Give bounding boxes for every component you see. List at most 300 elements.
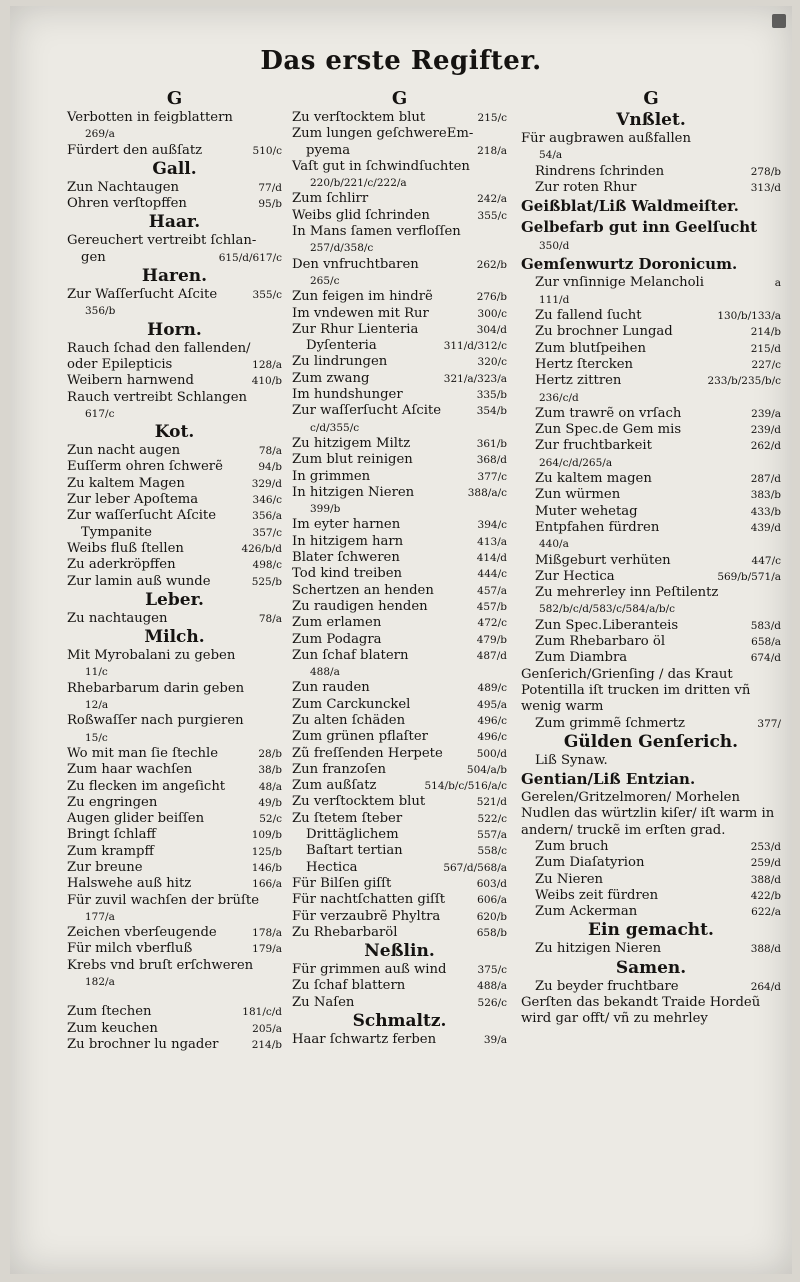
entry-page-ref: 262/b: [476, 258, 507, 271]
entry-page-ref: 413/a: [477, 535, 507, 548]
register-entry: [67, 341, 282, 357]
register-entry: [292, 159, 507, 175]
entry-text: Zu fallend ſucht: [535, 308, 642, 324]
register-entry: [292, 794, 507, 810]
entry-page-ref: 377/c: [477, 470, 507, 483]
register-entry: [292, 110, 507, 126]
entry-text: Zu ſchaf blattern: [292, 978, 406, 994]
entry-text: Baſtart tertian: [306, 843, 403, 859]
entry-heading: Gentian/Liß Entzian.: [521, 770, 696, 789]
entry-heading: Samen.: [615, 957, 687, 978]
entry-text: Zum Ackerman: [535, 904, 638, 920]
entry-text: Zum lungen geſchwereEm-: [292, 126, 474, 142]
entry-page-ref: 354/b: [476, 405, 507, 418]
entry-page-ref: 78/a: [258, 612, 282, 625]
entry-reference: 54/a: [539, 149, 563, 162]
spacer: [67, 990, 282, 1004]
entry-page-ref: 259/d: [750, 857, 781, 870]
entry-text: Im vndewen mit Rur: [292, 305, 429, 321]
entry-text: Weibern harnwend: [67, 373, 194, 389]
entry-text: Für Bilſen giſſt: [292, 875, 392, 891]
register-entry: [521, 275, 781, 291]
entry-page-ref: 444/c: [477, 568, 507, 581]
entry-page-ref: 422/b: [750, 889, 781, 902]
register-entry: [292, 126, 507, 142]
register-entry: [521, 471, 781, 487]
register-entry: [292, 729, 507, 745]
entry-heading: Geißblat/Liß Waldmeiſter.: [521, 197, 739, 216]
register-entry: [521, 839, 781, 855]
entry-page-ref: 457/a: [477, 584, 507, 597]
entry-text: Im eyter harnen: [292, 517, 401, 533]
entry-text: Weibs zeit fürdren: [535, 887, 659, 903]
entry-heading: Gall.: [152, 158, 197, 179]
entry-text: Zu beyder fruchtbare: [535, 978, 679, 994]
page-corner-mark: [772, 14, 786, 28]
register-entry: [292, 208, 507, 224]
entry-text: Zun Spec.de Gem mis: [535, 422, 682, 438]
entry-heading: Haar.: [148, 212, 201, 233]
entry-page-ref: 496/c: [477, 714, 507, 727]
entry-page-ref: 94/b: [258, 461, 282, 474]
register-entry: [521, 520, 781, 536]
register-entry: [292, 354, 507, 370]
entry-text: gen: [81, 249, 106, 265]
entry-heading: Gelbefarb gut inn Geelſucht: [521, 218, 758, 237]
entry-page-ref: 227/c: [751, 358, 781, 371]
entry-page-ref: 495/a: [477, 698, 507, 711]
entry-text: Zun ſchaf blatern: [292, 647, 409, 663]
register-entry: [292, 534, 507, 550]
entry-reference: 15/c: [85, 731, 108, 744]
entry-reference: 582/b/c/d/583/c/584/a/b/c: [539, 603, 676, 616]
entry-page-ref: 181/c/d: [242, 1006, 282, 1019]
entry-text: Mit Myrobalani zu geben: [67, 648, 236, 664]
entry-text: Zum Diaſatyrion: [535, 855, 645, 871]
entry-text: Entpfahen fürdren: [535, 519, 660, 535]
entry-text: Zun franzoſen: [292, 761, 386, 777]
entry-reference: 488/a: [310, 666, 340, 679]
register-entry: [292, 995, 507, 1011]
entry-text: Zur Rhur Lienteria: [292, 321, 419, 337]
entry-page-ref: 433/b: [750, 505, 781, 518]
entry-page-ref: 569/b/571/a: [717, 570, 781, 583]
entry-text: Zu verſtocktem blut: [292, 110, 426, 125]
entry-page-ref: a: [774, 277, 781, 290]
register-entry: [521, 753, 781, 769]
entry-page-ref: 603/d: [476, 877, 507, 890]
entry-page-ref: 355/c: [477, 209, 507, 222]
entry-page-ref: 510/c: [252, 144, 282, 157]
entry-reference: 617/c: [85, 407, 115, 420]
register-entry: [292, 338, 507, 354]
entry-reference: 11/c: [85, 666, 108, 679]
register-entry: [67, 557, 282, 573]
entry-page-ref: 242/a: [477, 193, 507, 206]
register-entry: [67, 180, 282, 196]
register-entry: [67, 508, 282, 524]
entry-reference: 265/c: [310, 274, 340, 287]
entry-reference: 350/d: [539, 240, 570, 253]
entry-page-ref: 414/d: [476, 552, 507, 565]
entry-text: Liß Synaw.: [535, 752, 608, 768]
entry-page-ref: 321/a/323/a: [443, 372, 507, 385]
entry-text: Zu flecken im angeſicht: [67, 778, 226, 794]
entry-heading: Milch.: [144, 627, 205, 648]
entry-page-ref: 109/b: [251, 829, 282, 842]
register-entry: [67, 357, 282, 373]
entry-page-ref: 214/b: [750, 326, 781, 339]
entry-text: Zum krampff: [67, 843, 154, 859]
register-entry: [292, 648, 507, 664]
entry-page-ref: 410/b: [251, 375, 282, 388]
entry-text: Hertz zittren: [535, 373, 622, 389]
entry-text: Roßwaſſer nach purgieren: [67, 713, 244, 729]
entry-text: Rindrens ſchrinden: [535, 163, 665, 179]
entry-reference: 356/b: [85, 305, 116, 318]
entry-text: Blater ſchweren: [292, 550, 400, 566]
entry-text: Zum grimmẽ ſchmertz: [535, 715, 685, 731]
entry-page-ref: [278, 648, 282, 664]
entry-text: Zur roten Rhur: [535, 179, 637, 195]
register-entry: [67, 827, 282, 843]
register-entry: [67, 1021, 282, 1037]
register-entry: [67, 574, 282, 590]
entry-page-ref: 426/b/d: [241, 542, 282, 555]
entry-page-ref: 311/d/312/c: [443, 340, 507, 353]
entry-page-ref: 320/c: [477, 356, 507, 369]
entry-text: Zum blut reinigen: [292, 452, 413, 468]
entry-page-ref: 39/a: [483, 1034, 507, 1047]
register-entry: [67, 779, 282, 795]
entry-text: Für verzaubrẽ Phyltra: [292, 908, 441, 924]
entry-text: Zun Nachtaugen: [67, 179, 180, 195]
register-entry: [67, 762, 282, 778]
register-entry: [292, 909, 507, 925]
entry-reference: 12/a: [85, 699, 109, 712]
entry-text: Zur fruchtbarkeit: [535, 438, 652, 454]
entry-text: Drittäglichem: [306, 827, 399, 843]
entry-text: Zu brochner lu ngader: [67, 1036, 219, 1052]
register-entry: [292, 892, 507, 908]
register-entry: [521, 585, 781, 601]
entry-text: Für grimmen auß wind: [292, 962, 447, 978]
entry-text: Zum außſatz: [292, 778, 377, 794]
register-entry: [292, 306, 507, 322]
entry-text: Zum trawrẽ on vrſach: [535, 405, 682, 421]
entry-text: Zu lindrungen: [292, 354, 388, 370]
entry-reference: 257/d/358/c: [310, 242, 374, 255]
register-entry: [521, 634, 781, 650]
entry-heading: Neßlin.: [364, 941, 435, 962]
entry-page-ref: 583/d: [750, 619, 781, 632]
entry-page-ref: 215/c: [477, 112, 507, 124]
entry-page-ref: 658/b: [476, 926, 507, 939]
register-entry: [292, 713, 507, 729]
register-entry: [292, 322, 507, 338]
entry-page-ref: 525/b: [251, 575, 282, 588]
register-entry: [67, 844, 282, 860]
entry-page-ref: 558/c: [477, 845, 507, 858]
register-entry: [292, 876, 507, 892]
entry-page-ref: 329/d: [251, 477, 282, 490]
register-entry: [521, 716, 781, 732]
entry-text: Rhebarbarum darin geben: [67, 680, 245, 696]
entry-text: Zum blutſpeihen: [535, 340, 646, 356]
entry-page-ref: 439/d: [750, 521, 781, 534]
entry-text: Zun nacht augen: [67, 443, 181, 459]
register-entry: [521, 406, 781, 422]
entry-page-ref: 179/a: [252, 943, 282, 956]
entry-page-ref: 620/b: [476, 910, 507, 923]
entry-text: Für milch vberfluß: [67, 941, 193, 957]
entry-reference: 264/c/d/265/a: [539, 456, 613, 469]
register-entry: [67, 811, 282, 827]
entry-text: pyema: [306, 142, 351, 158]
entry-text: Zum bruch: [535, 838, 609, 854]
register-entry: [521, 438, 781, 454]
entry-heading: Gemſenwurtz Doronicum.: [521, 255, 738, 274]
entry-text: Zu kaltem Magen: [67, 475, 185, 491]
register-entry: [521, 504, 781, 520]
entry-page-ref: 377/: [757, 717, 781, 730]
entry-page-ref: 522/c: [477, 812, 507, 825]
entry-text: Zun Spec.Liberanteis: [535, 617, 679, 633]
entry-text: Halswehe auß hitz: [67, 876, 192, 892]
entry-text: Für nachtſchatten giſſt: [292, 892, 446, 908]
entry-text: Zum haar wachſen: [67, 762, 193, 778]
entry-page-ref: 394/c: [477, 519, 507, 532]
entry-text: Krebs vnd bruſt erſchweren: [67, 957, 254, 973]
entry-text: Euſſerm ohren ſchwerẽ: [67, 459, 223, 475]
register-entry: [292, 697, 507, 713]
entry-page-ref: 504/a/b: [466, 763, 507, 776]
entry-text: Zum ſtechen: [67, 1004, 152, 1020]
register-entry: [292, 371, 507, 387]
entry-page-ref: 521/d: [476, 796, 507, 809]
entry-page-ref: 479/b: [476, 633, 507, 646]
entry-page-ref: 487/d: [476, 649, 507, 662]
page-title: Das erste Regifter.: [260, 46, 542, 76]
entry-text: Zur lamin auß wunde: [67, 573, 211, 589]
entry-page-ref: 388/a/c: [467, 486, 507, 499]
register-entry: [67, 143, 282, 159]
entry-text: Zu raudigen henden: [292, 598, 428, 614]
entry-page-ref: 388/d: [750, 873, 781, 886]
entry-text: Zu ſtetem ſteber: [292, 810, 403, 826]
entry-page-ref: 287/d: [750, 473, 781, 486]
entry-page-ref: 313/d: [750, 181, 781, 194]
register-entry: [67, 196, 282, 212]
entry-text: Schertzen an henden: [292, 582, 434, 598]
entry-text: Weibs fluß ſtellen: [67, 540, 184, 556]
entry-page-ref: 78/a: [258, 445, 282, 458]
section-letter: G: [643, 88, 659, 109]
entry-text: Zu verſtocktem blut: [292, 794, 426, 810]
entry-reference: 220/b/221/c/222/a: [310, 177, 407, 190]
entry-text: Zur leber Apoſtema: [67, 492, 199, 508]
entry-page-ref: 28/b: [258, 747, 282, 760]
entry-page-ref: 498/c: [252, 559, 282, 572]
entry-text: oder Epilepticis: [67, 356, 173, 372]
entry-text: Ohren verſtopffen: [67, 196, 187, 212]
entry-page-ref: 567/d/568/a: [443, 861, 507, 874]
register-entry: [521, 308, 781, 324]
entry-text: Zun feigen im hindrẽ: [292, 289, 433, 305]
register-entry: [292, 143, 507, 159]
entry-page-ref: [503, 126, 507, 142]
entry-page-ref: 526/c: [477, 996, 507, 1009]
entry-page-ref: 488/a: [477, 980, 507, 993]
entry-text: Zun rauden: [292, 680, 370, 696]
entry-reference: 177/a: [85, 910, 115, 923]
entry-text: Zu Rhebarbaröl: [292, 924, 398, 940]
entry-page-ref: [278, 390, 282, 406]
entry-text: Im hundshunger: [292, 387, 403, 403]
register-entry: [521, 855, 781, 871]
register-entry: [292, 746, 507, 762]
entry-text: Zur waſſerſucht Aſcite: [292, 403, 442, 419]
entry-text: Zu Naſen: [292, 994, 355, 1010]
register-entry: [521, 569, 781, 585]
entry-page-ref: 361/b: [476, 437, 507, 450]
register-entry: [521, 888, 781, 904]
register-entry: [521, 131, 781, 147]
register-entry: [67, 860, 282, 876]
entry-text: Hertz ſtercken: [535, 356, 634, 372]
entry-reference: 111/d: [539, 293, 570, 306]
register-entry: [67, 390, 282, 406]
entry-text: In hitzigem harn: [292, 533, 404, 549]
register-entry: [67, 1004, 282, 1020]
entry-page-ref: 215/d: [750, 342, 781, 355]
register-entry: [521, 904, 781, 920]
register-entry: [521, 357, 781, 373]
entry-page-ref: 356/a: [252, 510, 282, 523]
entry-heading: Gülden Genſerich.: [563, 731, 739, 752]
entry-page-ref: 49/b: [258, 796, 282, 809]
register-entry: [67, 941, 282, 957]
register-entry: [292, 962, 507, 978]
entry-page-ref: [503, 224, 507, 240]
entry-text: Zu kaltem magen: [535, 471, 652, 487]
section-letter: G: [166, 88, 183, 109]
register-entry: [67, 611, 282, 627]
register-entry: [67, 476, 282, 492]
register-entry: [292, 778, 507, 794]
entry-text: Zum zwang: [292, 370, 370, 386]
register-entry: [292, 583, 507, 599]
register-entry: [67, 233, 282, 249]
entry-heading: Kot.: [154, 422, 195, 443]
entry-text: Zum Carckunckel: [292, 696, 411, 712]
register-entry: [67, 893, 282, 909]
entry-page-ref: [503, 159, 507, 175]
entry-text: Muter wehetag: [535, 503, 638, 519]
entry-text: Zeichen vberſeugende: [67, 925, 217, 941]
entry-page-ref: 166/a: [252, 878, 282, 891]
register-entry: [67, 1037, 282, 1053]
entry-text: Zur vnſinnige Melancholi: [535, 275, 704, 291]
entry-page-ref: [278, 233, 282, 249]
entry-text: Zun würmen: [535, 487, 621, 503]
entry-page-ref: 346/c: [252, 494, 282, 507]
register-page: [10, 6, 792, 1274]
entry-text: Zum ſchlirr: [292, 191, 369, 207]
register-entry: [292, 1032, 507, 1048]
entry-page-ref: 205/a: [252, 1022, 282, 1035]
entry-text: Zur Waſſerſucht Aſcite: [67, 287, 218, 303]
register-entry: [292, 550, 507, 566]
entry-page-ref: 658/a: [751, 636, 781, 649]
entry-page-ref: 304/d: [476, 323, 507, 336]
entry-page-ref: 128/a: [252, 358, 282, 371]
entry-text: In grimmen: [292, 468, 371, 484]
entry-text: Für zuvil wachſen der brüſte: [67, 892, 260, 908]
entry-page-ref: 383/b: [750, 489, 781, 502]
register-entry: [292, 485, 507, 501]
entry-page-ref: 264/d: [750, 980, 781, 993]
register-entry: [521, 164, 781, 180]
entry-page-ref: 233/b/235/b/c: [707, 375, 781, 388]
entry-text: Hectica: [306, 859, 358, 875]
entry-reference: 399/b: [310, 503, 341, 516]
register-entry: [292, 436, 507, 452]
register-entry: [521, 373, 781, 389]
entry-heading: Haren.: [141, 266, 208, 287]
register-entry: [292, 925, 507, 941]
entry-page-ref: [278, 958, 282, 974]
entry-text: Zũ freſſenden Herpete: [292, 745, 443, 761]
register-entry: [521, 941, 781, 957]
register-entry: [292, 566, 507, 582]
entry-page-ref: 218/a: [477, 144, 507, 157]
register-entry: [67, 443, 282, 459]
entry-text: Zum Podagra: [292, 631, 382, 647]
entry-reference: 269/a: [85, 128, 115, 141]
register-entry: [292, 843, 507, 859]
entry-page-ref: 357/c: [252, 526, 282, 539]
register-entry: [521, 324, 781, 340]
entry-page-ref: 300/c: [477, 307, 507, 320]
register-entry: [67, 525, 282, 541]
register-entry: [521, 341, 781, 357]
register-entry: [292, 978, 507, 994]
register-entry: [292, 811, 507, 827]
register-entry: [67, 681, 282, 697]
entry-text: Zu hitzigen Nieren: [535, 941, 662, 957]
register-entry: [67, 492, 282, 508]
register-entry: [521, 650, 781, 666]
entry-heading: Ein gemacht.: [588, 920, 714, 941]
entry-text: Den vnfruchtbaren: [292, 256, 419, 272]
register-entry: [292, 403, 507, 419]
register-entry: [292, 762, 507, 778]
entry-page-ref: 146/b: [251, 861, 282, 874]
entry-reference: 440/a: [539, 538, 569, 551]
register-entry: [67, 925, 282, 941]
entry-page-ref: 38/b: [258, 764, 282, 777]
entry-text: Zu alten ſchäden: [292, 712, 406, 728]
entry-text: Zu nachtaugen: [67, 610, 168, 626]
entry-text: Zum Rhebarbaro öl: [535, 634, 666, 650]
entry-page-ref: 178/a: [252, 927, 282, 940]
entry-text: Zu engringen: [67, 794, 158, 810]
entry-heading: Vnßlet.: [616, 110, 686, 130]
entry-text: Gereuchert vertreibt ſchlan-: [67, 233, 257, 249]
entry-page-ref: 368/d: [476, 454, 507, 467]
entry-text: In Mans ſamen verfloſſen: [292, 224, 461, 240]
